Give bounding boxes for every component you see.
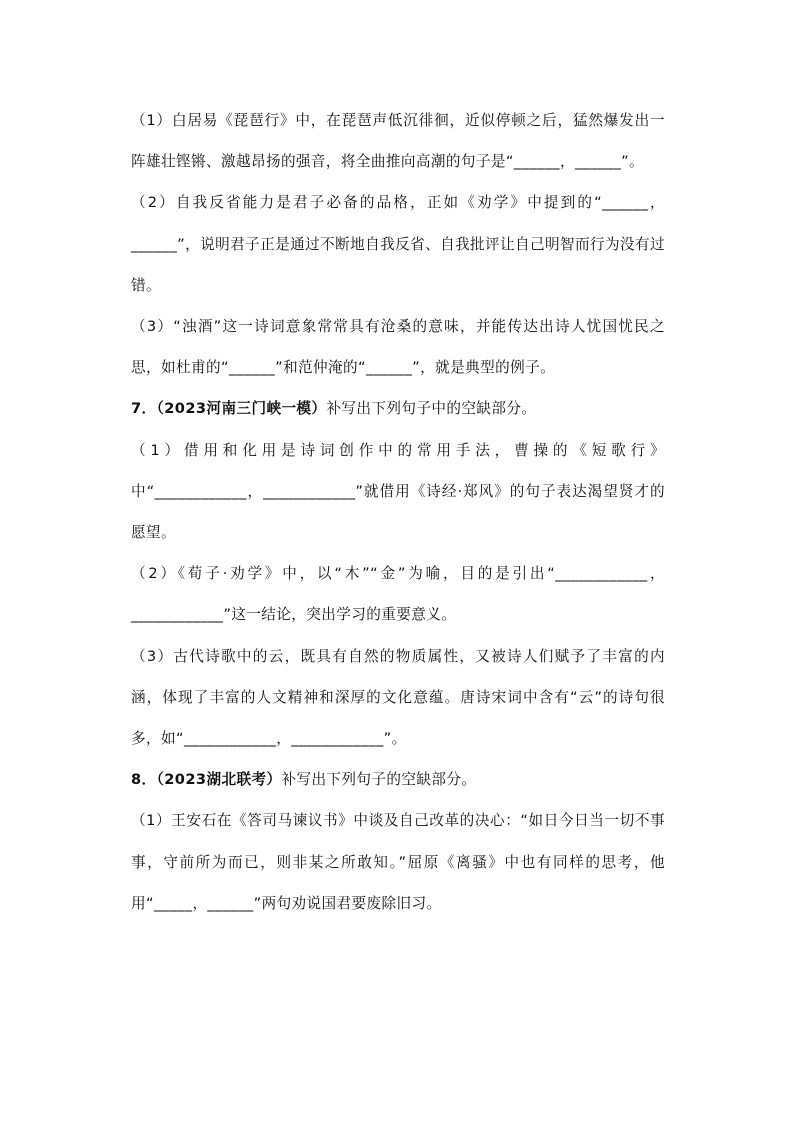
question-6-item-1: （1）白居易《琵琶行》中，在琵琶声低沉徘徊，近似停顿之后，猛然爆发出一阵雄壮铿锵、激越昂扬的强音，将全曲推向高潮的句子是“______，______”。 <box>131 112 665 171</box>
question-8-number: 8． <box>131 771 157 789</box>
question-7-source: （2023河南三门峡一模） <box>156 400 327 418</box>
document-body <box>131 100 665 924</box>
question-6-item-3: （3）“浊酒”这一诗词意象常常具有沧桑的意味，并能传达出诗人忧国忧民之思，如杜甫的“______”和范仲淹的“______”，就是典型的例子。 <box>131 318 665 377</box>
question-8-item-1: （1）王安石在《答司马谏议书》中谈及自己改革的决心：“如日今日当一切不事事，守前所为而已，则非某之所敢知。”屈原《离骚》中也有同样的思考，他用“_____，______”两句劝说国君要废除旧习。 <box>131 812 665 912</box>
question-7-number: 7． <box>131 400 157 418</box>
question-8-source: （2023湖北联考） <box>156 771 282 789</box>
question-7-item-3: （3）古代诗歌中的云，既具有自然的物质属性，又被诗人们赋予了丰富的内涵，体现了丰富的人文精神和深厚的文化意蕴。唐诗宋词中含有“云”的诗句很多，如“____________，____________”。 <box>131 647 665 748</box>
question-7-instruction: 补写出下列句子中的空缺部分。 <box>326 400 537 418</box>
question-6-item-2: （2）自我反省能力是君子必备的品格，正如《劝学》中提到的“______，______”，说明君子正是通过不断地自我反省、自我批评让自己明智而行为没有过错。 <box>131 194 665 294</box>
question-8-instruction: 补写出下列句子的空缺部分。 <box>281 771 477 789</box>
question-7-item-2: （2）《荀子·劝学》中，以“木”“金”为喻，目的是引出“____________，____________”这一结论，突出学习的重要意义。 <box>131 565 665 624</box>
question-7-heading <box>131 388 665 429</box>
question-7-item-1: （1）借用和化用是诗词创作中的常用手法，曹操的《短歌行》中“____________，____________”就借用《诗经·郑风》的句子表达渴望贤才的愿望。 <box>131 441 665 542</box>
question-8-heading <box>131 759 665 800</box>
